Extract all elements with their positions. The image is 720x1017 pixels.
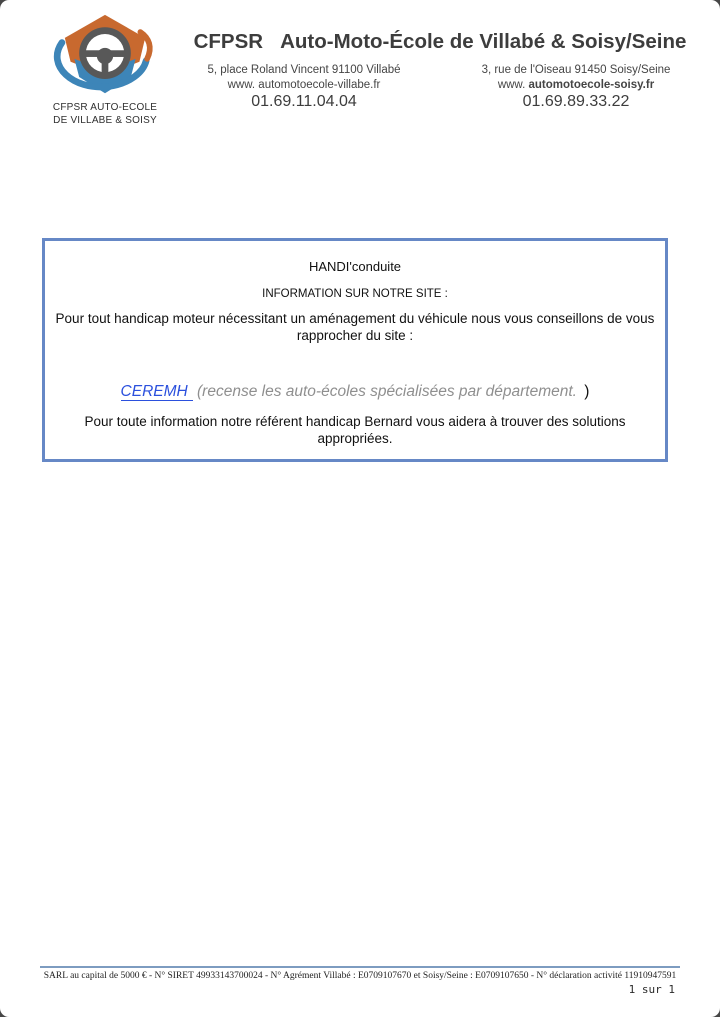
ceremh-link[interactable]: CEREMH [121,383,193,401]
location-villabe-website: www. automotoecole-villabe.fr [227,78,381,91]
notice-heading: HANDI'conduite [308,259,402,274]
location-villabe-phone: 01.69.11.04.04 [251,93,357,110]
page-number-indicator: 1 sur 1 [628,983,675,996]
location-soisy-phone: 01.69.89.33.22 [522,93,630,110]
logo-caption-line2: DE VILLABE & SOISY [53,115,157,126]
school-logo-icon [52,12,158,100]
closing-paren: ) [584,383,590,400]
ceremh-link-description: (recense les auto-écoles spécialisées par département. [197,383,577,400]
page-title [168,30,712,54]
notice-paragraph-1: Pour tout handicap moteur nécessitant un aménagement du véhicule nous vous conseillons de vous rapprocher du site : [55,311,655,343]
location-soisy [440,63,712,110]
notice-paragraph-2: Pour toute information notre référent handicap Bernard vous aidera à trouver des solutions appropriées. [84,414,626,446]
location-soisy-website: www. automotoecole-soisy.fr [497,78,655,91]
school-logo [38,12,172,127]
brand-name: CFPSR [193,30,264,53]
ceremh-link-line [45,383,665,401]
location-villabe [168,63,440,110]
handi-notice-box [42,238,668,462]
locations-row [168,63,712,110]
logo-caption-line1: CFPSR AUTO-ECOLE [52,102,158,113]
location-villabe-address: 5, place Roland Vincent 91100 Villabé [207,64,401,76]
location-soisy-address: 3, rue de l'Oiseau 91450 Soisy/Seine [481,64,671,76]
school-name: Auto-Moto-École de Villabé & Soisy/Seine [280,30,687,53]
footer-divider [40,966,680,968]
notice-subheading: INFORMATION SUR NOTRE SITE : [262,288,448,300]
footer-legal-text: SARL au capital de 5000 € - N° SIRET 49933143700024 - N° Agrément Villabé : E0709107670 et Soisy/Seine : E0709107650 - N° déclaration activité 11910947591 [43,971,677,981]
